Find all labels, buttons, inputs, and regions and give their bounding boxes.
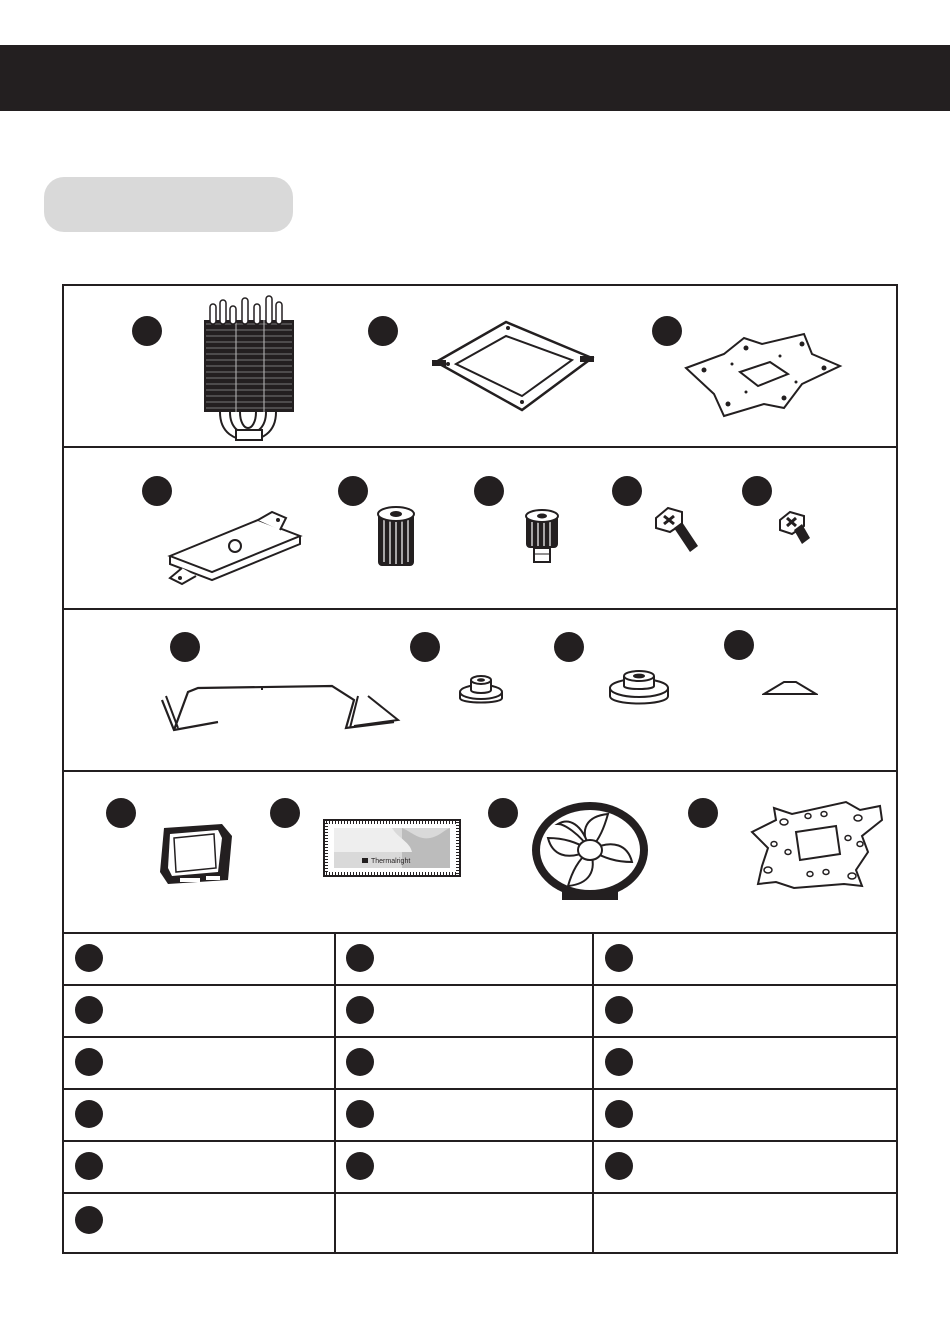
part-marker-7 [612,476,642,506]
mounting-bar-image [160,502,310,592]
row-divider [64,932,896,934]
part-marker-14 [270,798,300,828]
socket-spacer-image [156,818,236,890]
legend-marker-7 [75,1048,103,1076]
part-marker-15 [488,798,518,828]
legend-marker-16 [75,1206,103,1234]
standoff-short-image [522,508,562,566]
part-marker-12 [724,630,754,660]
standoff-long-image [374,504,418,572]
section-title-pill [44,177,293,232]
part-marker-5 [338,476,368,506]
legend-marker-11 [346,1100,374,1128]
legend-marker-3 [605,944,633,972]
part-marker-1 [132,316,162,346]
part-marker-3 [652,316,682,346]
rubber-washer-large-image [606,666,672,710]
rubber-pad-image [762,678,818,700]
row-divider [64,446,896,448]
legend-marker-6 [605,996,633,1024]
screw-long-image [654,504,702,554]
legend-marker-14 [346,1152,374,1180]
part-marker-13 [106,798,136,828]
legend-column-divider [334,932,336,1252]
legend-marker-1 [75,944,103,972]
legend-divider [64,984,896,986]
amd-backplate-frame-image [426,316,602,416]
fan-image [528,798,652,902]
legend-divider [64,1192,896,1194]
row-divider [64,770,896,772]
part-marker-16 [688,798,718,828]
legend-marker-13 [75,1152,103,1180]
legend-marker-8 [346,1048,374,1076]
legend-column-divider [592,932,594,1252]
legend-marker-5 [346,996,374,1024]
universal-backplate-image [748,800,886,890]
parts-table [62,284,898,1254]
part-marker-10 [410,632,440,662]
part-marker-2 [368,316,398,346]
legend-divider [64,1140,896,1142]
header-bar [0,45,950,111]
rubber-washer-small-image [456,672,506,710]
legend-marker-10 [75,1100,103,1128]
intel-backplate-image [684,324,844,420]
part-marker-11 [554,632,584,662]
legend-divider [64,1036,896,1038]
part-marker-9 [170,632,200,662]
legend-divider [64,1088,896,1090]
heatsink-image [196,294,302,444]
part-marker-6 [474,476,504,506]
legend-marker-12 [605,1100,633,1128]
fan-wire-clip-image [158,682,406,738]
legend-marker-15 [605,1152,633,1180]
legend-marker-2 [346,944,374,972]
part-marker-8 [742,476,772,506]
thermal-paste-image [322,818,462,878]
row-divider [64,608,896,610]
svg-text:Thermalright: Thermalright [371,858,411,865]
screw-short-image [778,508,814,548]
legend-marker-9 [605,1048,633,1076]
legend-marker-4 [75,996,103,1024]
